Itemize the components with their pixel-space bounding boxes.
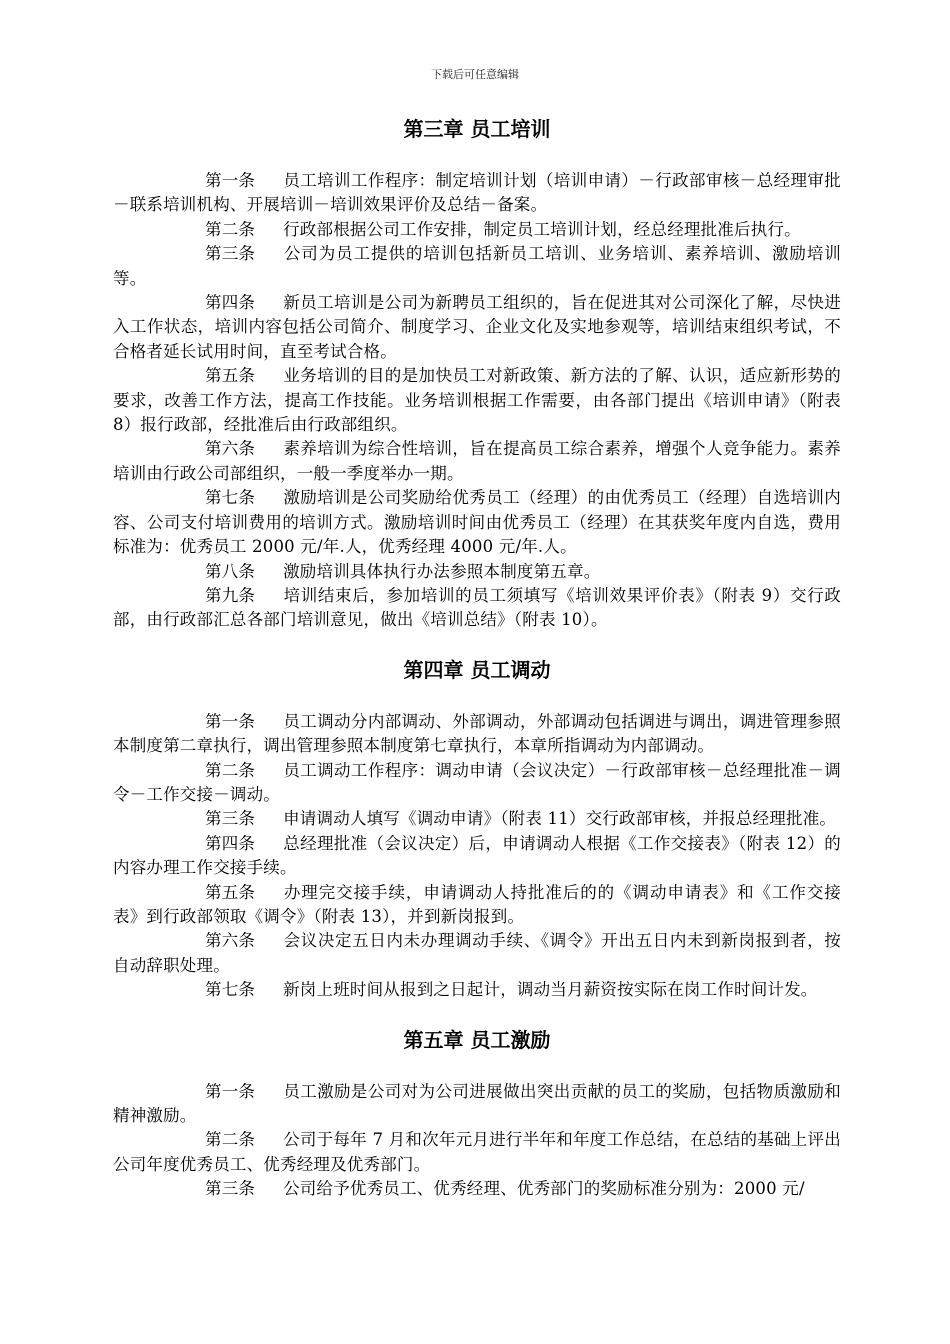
article-number: 第一条 bbox=[205, 1081, 256, 1101]
article-text: 新员工培训是公司为新聘员工组织的，旨在促进其对公司深化了解，尽快进入工作状态，培训内容包括公司简介、制度学习、企业文化及实地参观等，培训结束组织考试，不合格者延长试用时间，直至考试合格。 bbox=[113, 293, 841, 361]
article-text: 员工调动分内部调动、外部调动，外部调动包括调进与调出，调进管理参照本制度第二章执行，调出管理参照本制度第七章执行，本章所指调动为内部调动。 bbox=[113, 711, 841, 756]
article-number: 第三条 bbox=[205, 244, 256, 264]
chapter-title: 第四章 员工调动 bbox=[403, 657, 551, 682]
article bbox=[113, 881, 841, 930]
chapter-4 bbox=[113, 653, 841, 1003]
article-text: 激励培训是公司奖励给优秀员工（经理）的由优秀员工（经理）自选培训内容、公司支付培训费用的培训方式。激励培训时间由优秀员工（经理）在其获奖年度内自选，费用标准为：优秀员工 2000 元/年.人，优秀经理 4000 元/年.人。 bbox=[113, 488, 841, 557]
article bbox=[113, 1128, 841, 1177]
article bbox=[113, 978, 841, 1002]
article-text: 激励培训具体执行办法参照本制度第五章。 bbox=[283, 561, 601, 581]
article bbox=[113, 1177, 841, 1201]
article bbox=[113, 584, 841, 633]
article-text: 培训结束后，参加培训的员工须填写《培训效果评价表》（附表 9）交行政部，由行政部汇总各部门培训意见，做出《培训总结》（附表 10）。 bbox=[113, 585, 841, 630]
article bbox=[113, 807, 841, 831]
article-number: 第二条 bbox=[205, 1130, 256, 1150]
article-number: 第八条 bbox=[205, 561, 256, 581]
article-number: 第七条 bbox=[205, 980, 256, 1000]
article bbox=[113, 291, 841, 364]
page-header: 下载后可任意编辑 bbox=[431, 68, 519, 81]
article-number: 第一条 bbox=[205, 711, 256, 731]
article-number: 第九条 bbox=[205, 585, 256, 605]
article bbox=[113, 759, 841, 808]
article-text: 行政部根据公司工作安排，制定员工培训计划，经总经理批准后执行。 bbox=[283, 219, 801, 239]
article-number: 第二条 bbox=[205, 219, 256, 239]
article-text: 总经理批准（会议决定）后，申请调动人根据《工作交接表》（附表 12）的内容办理工作交接手续。 bbox=[113, 833, 841, 878]
article-text: 申请调动人填写《调动申请》（附表 11）交行政部审核，并报总经理批准。 bbox=[283, 809, 837, 829]
article-text: 会议决定五日内未办理调动手续、《调令》开出五日内未到新岗报到者，按自动辞职处理。 bbox=[113, 931, 841, 975]
article bbox=[113, 437, 841, 486]
article bbox=[113, 929, 841, 978]
article bbox=[113, 710, 841, 759]
article bbox=[113, 364, 841, 437]
article bbox=[113, 486, 841, 559]
chapter-3 bbox=[113, 112, 841, 633]
article-text: 新岗上班时间从报到之日起计，调动当月薪资按实际在岗工作时间计发。 bbox=[283, 980, 818, 1000]
chapter-5 bbox=[113, 1023, 841, 1202]
chapter-title: 第五章 员工激励 bbox=[403, 1027, 551, 1052]
article bbox=[113, 1080, 841, 1129]
article-number: 第四条 bbox=[205, 293, 256, 313]
article-text: 员工激励是公司对为公司进展做出突出贡献的员工的奖励，包括物质激励和精神激励。 bbox=[113, 1081, 841, 1125]
article-number: 第三条 bbox=[205, 1179, 256, 1199]
article-text: 办理完交接手续，申请调动人持批准后的的《调动申请表》和《工作交接表》到行政部领取《调令》（附表 13），并到新岗报到。 bbox=[113, 882, 841, 926]
article-number: 第六条 bbox=[205, 931, 256, 951]
article-number: 第七条 bbox=[205, 488, 256, 508]
article bbox=[113, 242, 841, 291]
article-text: 公司给予优秀员工、优秀经理、优秀部门的奖励标准分别为：2000 元/ bbox=[283, 1179, 805, 1199]
article-text: 业务培训的目的是加快员工对新政策、新方法的了解、认识，适应新形势的要求，改善工作方法，提高工作技能。业务培训根据工作需要，由各部门提出《培训申请》（附表 8）报行政部，经批准后由行政部组织。 bbox=[113, 366, 841, 435]
article bbox=[113, 218, 841, 242]
article bbox=[113, 169, 841, 218]
article-text: 员工调动工作程序：调动申请（会议决定）－行政部审核－总经理批准－调令－工作交接－调动。 bbox=[113, 760, 841, 804]
article-text: 公司于每年 7 月和次年元月进行半年和年度工作总结，在总结的基础上评出公司年度优秀员工、优秀经理及优秀部门。 bbox=[113, 1130, 841, 1174]
chapter-title: 第三章 员工培训 bbox=[403, 117, 551, 141]
article-number: 第五条 bbox=[205, 882, 256, 902]
document-body bbox=[113, 112, 841, 1202]
article-number: 第四条 bbox=[205, 833, 256, 853]
article bbox=[113, 832, 841, 881]
article-number: 第六条 bbox=[205, 439, 256, 459]
article-number: 第三条 bbox=[205, 809, 256, 829]
article-text: 公司为员工提供的培训包括新员工培训、业务培训、素养培训、激励培训等。 bbox=[113, 244, 841, 288]
article bbox=[113, 560, 841, 584]
article-number: 第二条 bbox=[205, 760, 256, 780]
article-text: 员工培训工作程序：制定培训计划（培训申请）－行政部审核－总经理审批－联系培训机构、开展培训－培训效果评价及总结－备案。 bbox=[113, 171, 841, 215]
article-number: 第一条 bbox=[205, 171, 256, 190]
article-number: 第五条 bbox=[205, 366, 256, 386]
article-text: 素养培训为综合性培训，旨在提高员工综合素养，增强个人竞争能力。素养培训由行政公司部组织，一般一季度举办一期。 bbox=[113, 439, 841, 483]
